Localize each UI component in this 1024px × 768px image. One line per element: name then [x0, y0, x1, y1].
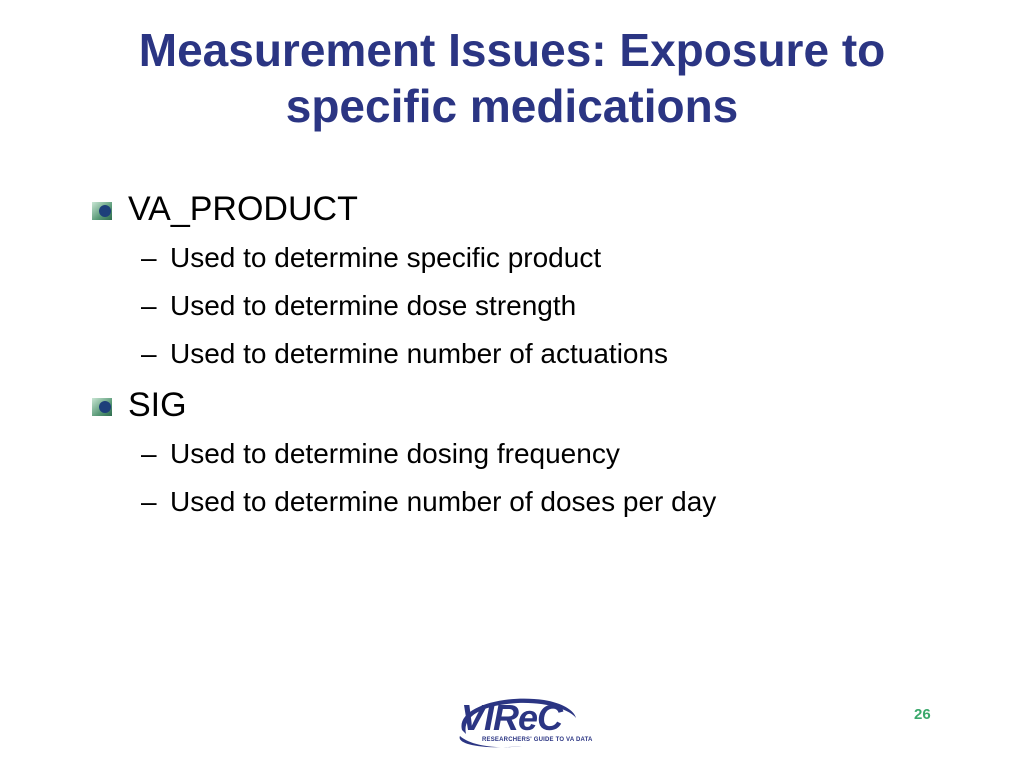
- sub-bullet-label: Used to determine number of doses per day: [170, 486, 717, 517]
- virec-logo: [452, 692, 593, 752]
- sub-bullet-label: Used to determine specific product: [170, 242, 602, 273]
- sub-bullet: [90, 478, 970, 526]
- sub-bullet-label: Used to determine number of actuations: [170, 338, 669, 369]
- green-square-bullet-icon: [92, 202, 112, 220]
- page-number: 26: [914, 706, 931, 723]
- bullet-sig: [90, 382, 970, 428]
- slide-title-line-2: specific medications: [285, 80, 739, 132]
- sub-bullet: [90, 234, 970, 282]
- dash-marker: –: [141, 242, 157, 273]
- slide-title-line-1: Measurement Issues: Exposure to: [138, 24, 886, 76]
- bullet-label: VA_PRODUCT: [128, 190, 358, 228]
- dash-marker: –: [141, 290, 157, 321]
- green-square-bullet-icon: [92, 398, 112, 416]
- slide-title: [40, 22, 984, 134]
- bullet-va-product: [90, 186, 970, 232]
- sub-list-va-product: [90, 234, 970, 378]
- sub-bullet: [90, 430, 970, 478]
- sub-bullet: [90, 282, 970, 330]
- sub-bullet: [90, 330, 970, 378]
- dash-marker: –: [141, 486, 157, 517]
- bullet-label: SIG: [128, 386, 187, 424]
- sub-list-sig: [90, 430, 970, 526]
- dash-marker: –: [141, 338, 157, 369]
- dash-marker: –: [141, 438, 157, 469]
- logo-tagline: RESEARCHERS' GUIDE TO VA DATA: [482, 737, 593, 743]
- bullet-list: [90, 186, 970, 530]
- sub-bullet-label: Used to determine dose strength: [170, 290, 577, 321]
- logo-wordmark: VIReC: [461, 697, 563, 738]
- sub-bullet-label: Used to determine dosing frequency: [170, 438, 620, 469]
